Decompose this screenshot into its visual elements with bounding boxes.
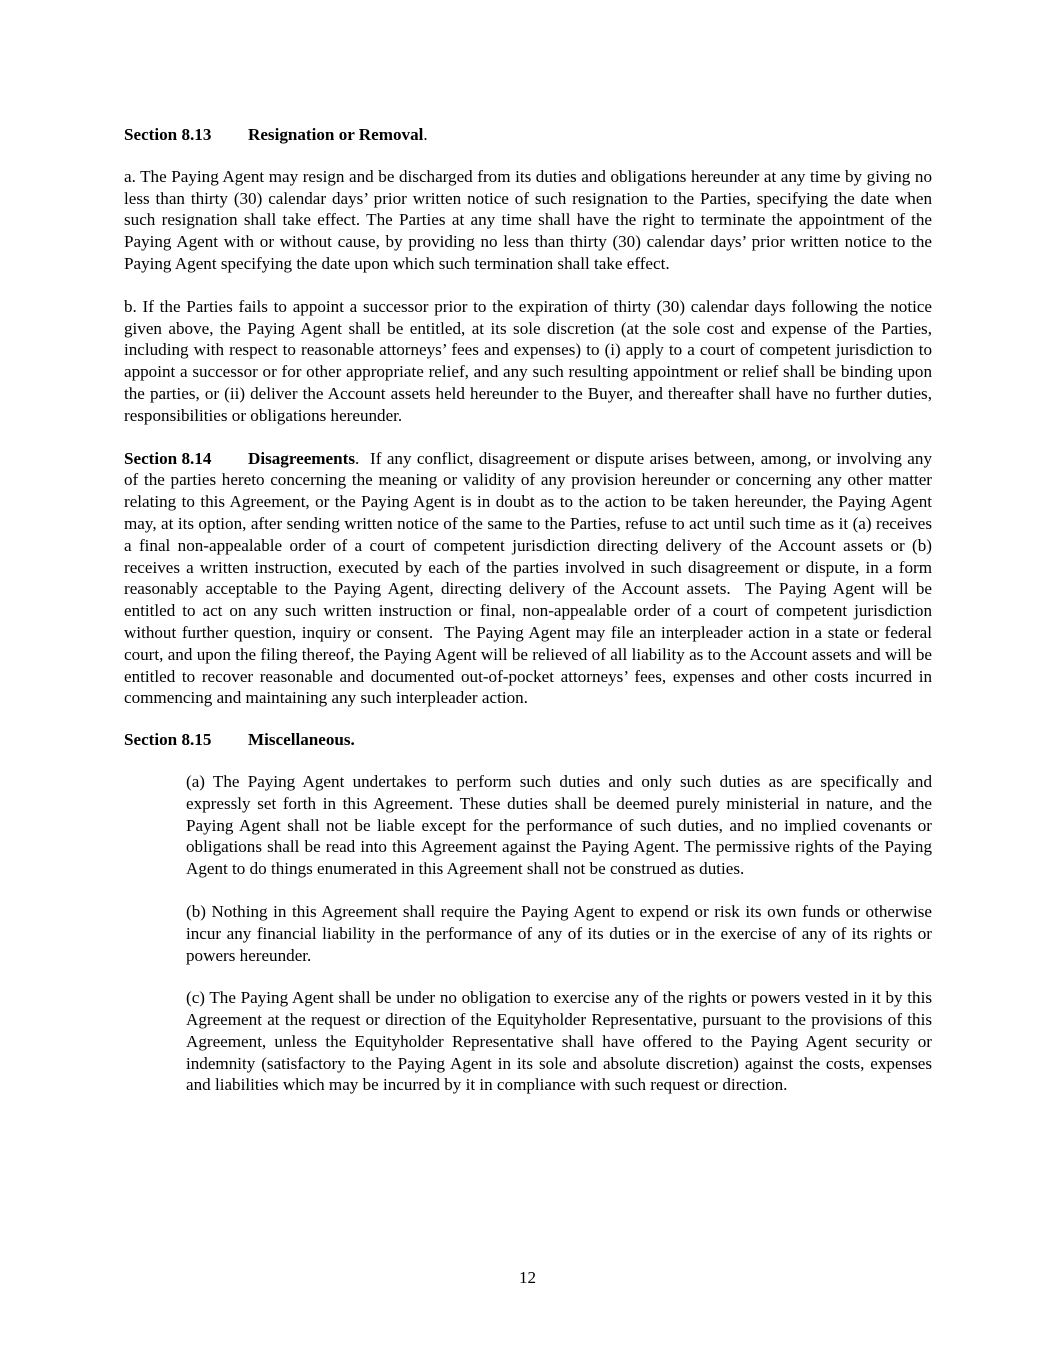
section-title: Resignation or Removal: [248, 125, 424, 144]
section-8-14-body: If any conflict, disagreement or dispute arises between, among, or involving any of the parties hereto concerning the meaning or validity of any provision hereunder or concerning any other matter relating to this Agreement, or the Paying Agent is in doubt as to the action to be taken hereunder, the Paying Agent may, at its option, after sending written notice of the same to the Parties, refuse to act until such time as it (a) receives a final non-appealable order of a court of competent jurisdiction directing delivery of the Account assets or (b) receives a written instruction, executed by each of the parties involved in such disagreement or dispute, in a form reasonably acceptable to the Paying Agent, directing delivery of the Account assets. The Paying Agent will be entitled to act on any such written instruction or final, non-appealable order of a court of competent jurisdiction without further question, inquiry or consent. The Paying Agent may file an interpleader action in a state or federal court, and upon the filing thereof, the Paying Agent will be relieved of all liability as to the Account assets and will be entitled to recover reasonable and documented out-of-pocket attorneys’ fees, expenses and other costs incurred in commencing and maintaining any such interpleader action.: [124, 448, 937, 708]
document-page: [124, 124, 937, 1117]
section-title-period: .: [423, 125, 428, 144]
section-8-15-heading: [124, 729, 932, 751]
section-8-13-paragraph-b: b. If the Parties fails to appoint a successor prior to the expiration of thirty (30) calendar days following the notice given above, the Paying Agent shall be entitled, at its sole discretion (at the sole cost and expense of the Parties, including with respect to reasonable attorneys’ fees and expenses) to (i) apply to a court of competent jurisdiction to appoint a successor or for other appropriate relief, and any such resulting appointment or relief shall be binding upon the parties, or (ii) deliver the Account assets held hereunder to the Buyer, and thereafter shall have no further duties, responsibilities or obligations hereunder.: [124, 296, 932, 425]
section-number: Section 8.15: [124, 730, 212, 750]
section-8-13-paragraph-a: a. The Paying Agent may resign and be discharged from its duties and obligations hereunder at any time by giving no less than thirty (30) calendar days’ prior written notice of such resignation to the Parties, specifying the date when such resignation shall take effect. The Parties at any time shall have the right to terminate the appointment of the Paying Agent with or without cause, by providing no less than thirty (30) calendar days’ prior written notice to the Paying Agent specifying the date upon which such termination shall take effect.: [124, 166, 932, 273]
section-8-13-heading: [124, 124, 932, 146]
section-8-15-paragraph-b: (b) Nothing in this Agreement shall require the Paying Agent to expend or risk its own funds or otherwise incur any financial liability in the performance of any of its duties or in the exercise of any of its rights or powers hereunder.: [186, 901, 932, 965]
page-number: 12: [518, 1268, 537, 1287]
section-8-15-paragraph-c: (c) The Paying Agent shall be under no obligation to exercise any of the rights or powers vested in it by this Agreement at the request or direction of the Equityholder Representative, pursuant to the provisions of this Agreement, unless the Equityholder Representative shall have offered to the Paying Agent security or indemnity (satisfactory to the Paying Agent in its sole and absolute discretion) against the costs, expenses and liabilities which may be incurred by it in compliance with such request or direction.: [186, 988, 932, 1095]
section-number: Section 8.14: [124, 448, 212, 468]
section-8-14-heading: [124, 449, 355, 468]
section-title-period: .: [354, 448, 360, 468]
section-title: Miscellaneous.: [248, 730, 355, 750]
section-title: Disagreements: [248, 448, 355, 468]
section-8-15-paragraph-a: (a) The Paying Agent undertakes to perform such duties and only such duties as are specifically and expressly set forth in this Agreement. These duties shall be deemed purely ministerial in nature, and the Paying Agent shall not be liable except for the performance of such duties, and no implied covenants or obligations shall be read into this Agreement against the Paying Agent. The permissive rights of the Paying Agent to do things enumerated in this Agreement shall not be construed as duties.: [186, 771, 932, 879]
section-number: Section 8.13: [124, 125, 212, 144]
section-8-14-paragraph: [124, 448, 937, 710]
